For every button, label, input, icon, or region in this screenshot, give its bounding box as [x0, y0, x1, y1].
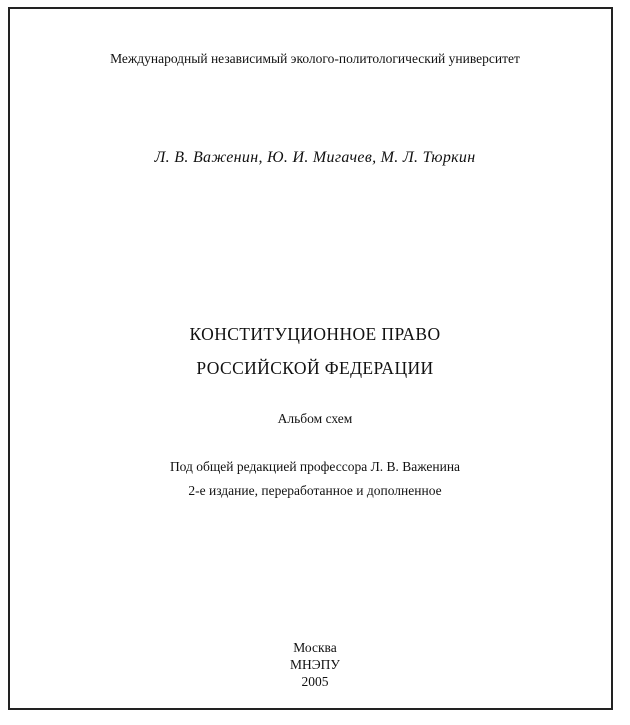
book-title-line-2: РОССИЙСКОЙ ФЕДЕРАЦИИ: [196, 358, 434, 378]
imprint-year: 2005: [301, 674, 329, 689]
editor-note: Под общей редакцией профессора Л. В. Важенина: [169, 459, 461, 474]
imprint-city: Москва: [293, 640, 337, 655]
authors: Л. В. Важенин, Ю. И. Мигачев, М. Л. Тюркин: [154, 149, 476, 166]
imprint-publisher: МНЭПУ: [290, 657, 340, 672]
book-title-line-1: КОНСТИТУЦИОННОЕ ПРАВО: [189, 324, 441, 344]
edition-note: 2-е издание, переработанное и дополненное: [188, 483, 442, 498]
book-subtitle: Альбом схем: [277, 411, 353, 426]
university-name: Международный независимый эколого-политологический университет: [110, 51, 520, 66]
